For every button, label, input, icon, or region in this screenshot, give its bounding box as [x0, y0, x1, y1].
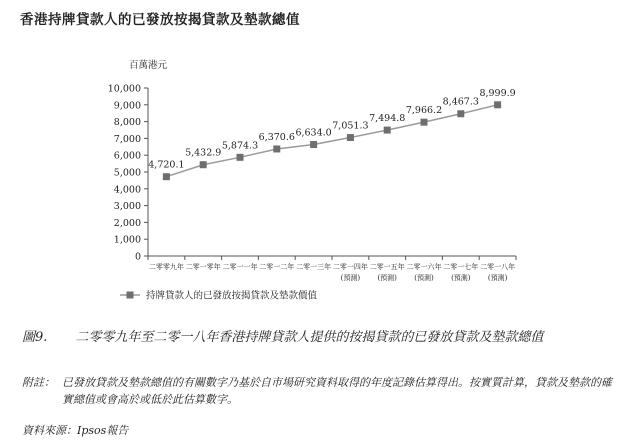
figure-number: 圖9.: [22, 330, 48, 345]
data-label: 6,634.0: [295, 127, 332, 139]
y-tick-label: 4,000: [113, 184, 141, 196]
series-line: [166, 105, 497, 177]
y-axis-label: 百萬港元: [128, 60, 168, 71]
figure-caption: [22, 326, 543, 345]
data-point: [273, 145, 280, 152]
y-tick-label: 3,000: [113, 201, 141, 213]
x-tick-label: 二零一三年: [296, 263, 332, 271]
data-label: 4,720.1: [148, 159, 185, 171]
data-point: [421, 119, 428, 126]
x-tick-label: 二零一八年: [480, 263, 516, 271]
data-point: [163, 173, 170, 180]
x-tick-note: (預測): [377, 274, 397, 282]
x-tick-note: (預測): [340, 274, 361, 282]
y-tick-label: 10,000: [107, 83, 141, 95]
x-tick-label: 二零一一年: [222, 263, 258, 271]
data-label: 7,966.2: [405, 105, 443, 117]
page-title: 香港持牌貸款人的已發放按揭貸款及墊款總值: [20, 12, 300, 28]
data-point: [457, 110, 464, 117]
note-label: 附註：: [22, 376, 55, 389]
line-chart: [0, 38, 640, 318]
x-tick-label: 二零一二年: [259, 263, 295, 271]
data-label: 8,467.3: [442, 96, 479, 108]
data-label: 6,370.6: [258, 131, 295, 143]
legend-marker: [127, 292, 134, 299]
data-point: [384, 127, 391, 134]
y-tick-label: 5,000: [113, 167, 141, 179]
x-tick-label: 二零一四年: [332, 263, 368, 271]
data-point: [494, 101, 501, 108]
data-point: [237, 154, 244, 161]
data-label: 7,051.3: [332, 120, 369, 132]
y-tick-label: 9,000: [113, 100, 141, 112]
note-text: 已發放貸款及墊款總值的有關數字乃基於自市場研究資料取得的年度記錄估算得出。按實質計算，貸款及墊款的確實總值或會高於或低於此估算數字。: [62, 376, 612, 406]
x-tick-label: 二零一零年: [185, 263, 221, 271]
source-text: 資料來源：Ipsos報告: [22, 424, 129, 437]
x-tick-label: 二零一六年: [406, 263, 442, 271]
data-point: [200, 161, 207, 168]
data-label: 5,874.3: [221, 140, 259, 152]
x-tick-label: 二零零九年: [148, 263, 184, 271]
x-tick-label: 二零一七年: [443, 263, 479, 271]
note: [22, 374, 622, 408]
y-tick-label: 8,000: [113, 117, 141, 129]
x-tick-label: 二零一五年: [369, 263, 405, 271]
y-tick-label: 2,000: [113, 217, 141, 229]
figure-caption-text: 二零零九年至二零一八年香港持牌貸款人提供的按揭貸款的已發放貸款及墊款總值: [75, 330, 544, 345]
y-tick-label: 6,000: [113, 150, 141, 162]
data-label: 7,494.8: [369, 113, 406, 125]
y-tick-label: 1,000: [113, 234, 141, 246]
data-point: [310, 141, 317, 148]
y-tick-label: 0: [134, 251, 141, 263]
x-tick-note: (預測): [487, 274, 508, 282]
x-tick-note: (預測): [451, 274, 471, 282]
x-tick-note: (預測): [414, 274, 434, 282]
legend-label: 持牌貸款人的已發放按揭貸款及墊款價值: [146, 290, 318, 302]
data-label: 8,999.9: [479, 87, 516, 99]
data-point: [347, 134, 354, 141]
y-tick-label: 7,000: [113, 133, 141, 145]
data-label: 5,432.9: [185, 147, 222, 159]
